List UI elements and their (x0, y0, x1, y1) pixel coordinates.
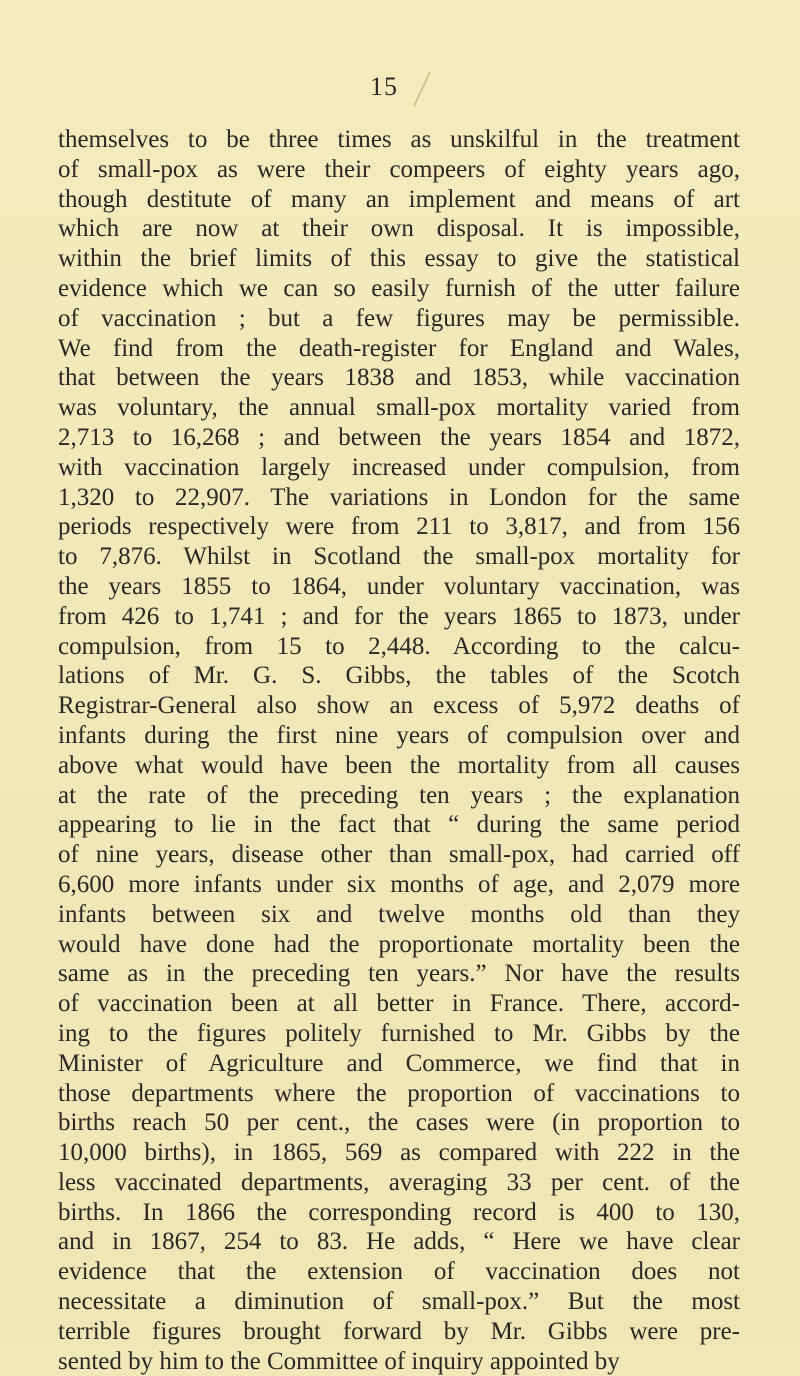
text-line: with vaccination largely increased under compulsion, from (58, 453, 740, 481)
text-line: terrible figures brought forward by Mr. Gibbs were pre- (58, 1317, 740, 1345)
pencil-mark-icon (410, 70, 434, 108)
text-line: compulsion, from 15 to 2,448. According to the calcu- (58, 632, 740, 660)
text-line: from 426 to 1,741 ; and for the years 1865 to 1873, under (58, 602, 740, 630)
text-line: and in 1867, 254 to 83. He adds, “ Here we have clear (58, 1228, 740, 1256)
text-line: infants between six and twelve months old than they (58, 900, 740, 928)
text-line: themselves to be three times as unskilful in the treatment (58, 126, 740, 153)
text-line: births reach 50 per cent., the cases were (in proportion to (58, 1109, 740, 1137)
text-line: 10,000 births), in 1865, 569 as compared with 222 in the (58, 1139, 740, 1167)
text-line: that between the years 1838 and 1853, while vaccination (58, 364, 740, 392)
text-line: lations of Mr. G. S. Gibbs, the tables of the Scotch (58, 662, 740, 690)
text-line: at the rate of the preceding ten years ; the explanation (58, 781, 740, 809)
text-line: of nine years, disease other than small-pox, had carried off (58, 841, 740, 869)
text-line: above what would have been the mortality from all causes (58, 751, 740, 779)
text-line: 6,600 more infants under six months of age, and 2,079 more (58, 870, 740, 898)
text-line: though destitute of many an implement and means of art (58, 185, 740, 213)
text-line: evidence which we can so easily furnish of the utter failure (58, 274, 740, 302)
text-line: We find from the death-register for England and Wales, (58, 334, 740, 362)
text-line: infants during the first nine years of compulsion over and (58, 721, 740, 749)
text-line: the years 1855 to 1864, under voluntary vaccination, was (58, 572, 740, 600)
text-line: Registrar-General also show an excess of 5,972 deaths of (58, 692, 740, 720)
body-text (58, 125, 740, 1376)
text-line: was voluntary, the annual small-pox mortality varied from (58, 394, 740, 422)
text-line: less vaccinated departments, averaging 33 per cent. of the (58, 1168, 740, 1196)
text-line: of vaccination been at all better in France. There, accord- (58, 990, 740, 1018)
text-line: which are now at their own disposal. It is impossible, (58, 215, 740, 243)
page-number: 15 (370, 72, 398, 101)
text-line: periods respectively were from 211 to 3,817, and from 156 (58, 513, 740, 541)
text-line: 2,713 to 16,268 ; and between the years 1854 and 1872, (58, 423, 740, 451)
text-line: would have done had the proportionate mortality been the (58, 930, 740, 958)
text-line: those departments where the proportion of vaccinations to (58, 1079, 740, 1107)
text-line: within the brief limits of this essay to give the statistical (58, 245, 740, 273)
text-line: evidence that the extension of vaccination does not (58, 1258, 740, 1286)
text-line: of vaccination ; but a few figures may be permissible. (58, 304, 740, 332)
text-line: necessitate a diminution of small-pox.” But the most (58, 1288, 740, 1316)
text-line: same as in the preceding ten years.” Nor have the results (58, 960, 740, 988)
text-line: appearing to lie in the fact that “ during the same period (58, 811, 740, 839)
text-line: sented by him to the Committee of inquiry appointed by (58, 1347, 620, 1375)
text-line: ing to the figures politely furnished to Mr. Gibbs by the (58, 1019, 740, 1047)
text-line: births. In 1866 the corresponding record is 400 to 130, (58, 1198, 740, 1226)
text-line: of small-pox as were their compeers of eighty years ago, (58, 155, 740, 183)
text-line: Minister of Agriculture and Commerce, we find that in (58, 1049, 740, 1077)
text-line: to 7,876. Whilst in Scotland the small-pox mortality for (58, 543, 740, 571)
text-line: 1,320 to 22,907. The variations in London for the same (58, 483, 740, 511)
